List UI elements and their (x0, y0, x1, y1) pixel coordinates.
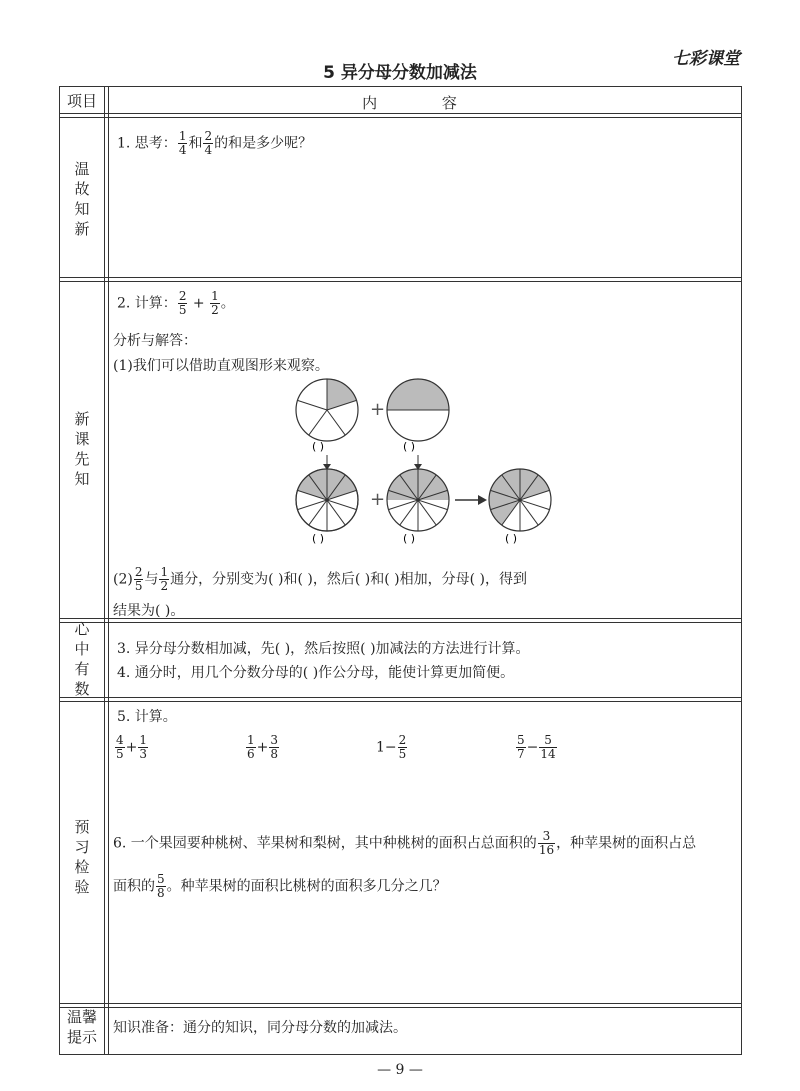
question-2: 2. 计算： $\frac{2}{5}$ + $\frac{1}{2}$ 。 (117, 289, 235, 317)
arrow-right-icon (478, 495, 487, 505)
svg-text:( ): ( ) (403, 532, 416, 545)
analysis-heading: 分析与解答： (113, 333, 197, 349)
calc-item-4: $\frac{5}{7}$ − $\frac{5}{14}$ (517, 733, 556, 761)
circle-tenths-a (296, 469, 358, 531)
page-number: — 9 — (377, 1062, 423, 1078)
calc-item-2: $\frac{1}{6}$ + $\frac{3}{8}$ (247, 733, 279, 761)
circle-tenths-b (387, 469, 449, 531)
row-divider-inner (60, 1007, 741, 1008)
label-heart: 心中有数 (74, 620, 90, 698)
circle-fifths (296, 379, 358, 441)
svg-text:+: + (370, 489, 386, 510)
fraction-circles-diagram (290, 375, 560, 550)
question-4: 4. 通分时，用几个分数分母的( )作公分母，能使计算更加简便。 (117, 665, 515, 681)
step-2: (2) $\frac{2}{5}$ 与 $\frac{1}{2}$ 通分，分别变为( )和( )，然后( )和( )相加，分母( )，得到 (113, 565, 527, 593)
question-6: 6. 一个果园要种桃树、苹果树和梨树，其中种桃树的面积占总面积的 $\frac{3}{16}$ ，种苹果树的面积占总 (113, 829, 697, 857)
column-divider (104, 87, 105, 1054)
svg-text:( ): ( ) (312, 532, 325, 545)
row-divider (60, 277, 741, 278)
label-review: 温故知新 (74, 160, 90, 238)
tips-text: 知识准备：通分的知识，同分母分数的加减法。 (113, 1020, 407, 1036)
column-divider-inner (108, 87, 109, 1054)
row-divider (60, 1003, 741, 1004)
row-divider-inner (60, 281, 741, 282)
row-divider (60, 113, 741, 114)
question-3: 3. 异分母分数相加减，先( )，然后按照( )加减法的方法进行计算。 (117, 641, 530, 657)
question-6-line-2: 面积的 $\frac{5}{8}$ 。种苹果树的面积比桃树的面积多几分之几？ (113, 872, 447, 900)
circle-halves (387, 379, 449, 441)
blank-paren: ( ) (312, 440, 325, 453)
brand-logo: 七彩课堂 (672, 49, 740, 69)
row-divider-inner (60, 622, 741, 623)
row-divider-inner (60, 117, 741, 118)
label-new: 新课先知 (74, 410, 90, 488)
circle-tenths-result (489, 469, 551, 531)
question-1: 1. 思考： $\frac{1}{4}$ 和 $\frac{2}{4}$ 的和是多少呢？ (117, 129, 313, 157)
label-preview: 预习检验 (74, 818, 90, 896)
calc-item-3: 1− $\frac{2}{5}$ (376, 733, 407, 761)
step-1: (1)我们可以借助直观图形来观察。 (113, 358, 329, 374)
row-divider-inner (60, 701, 741, 702)
row-divider (60, 697, 741, 698)
header-col-content: 内 容 (362, 94, 487, 112)
blank-paren: ( ) (403, 440, 416, 453)
label-tips: 温馨提示 (66, 1008, 97, 1046)
page-title: 5 异分母分数加减法 (323, 63, 477, 83)
question-5-title: 5. 计算。 (117, 709, 177, 725)
step-2-line-2: 结果为( )。 (113, 603, 185, 619)
header-col-item: 项目 (66, 92, 97, 110)
calc-item-1: $\frac{4}{5}$ + $\frac{1}{3}$ (116, 733, 148, 761)
svg-text:( ): ( ) (505, 532, 518, 545)
plus-sign: + (370, 399, 386, 420)
